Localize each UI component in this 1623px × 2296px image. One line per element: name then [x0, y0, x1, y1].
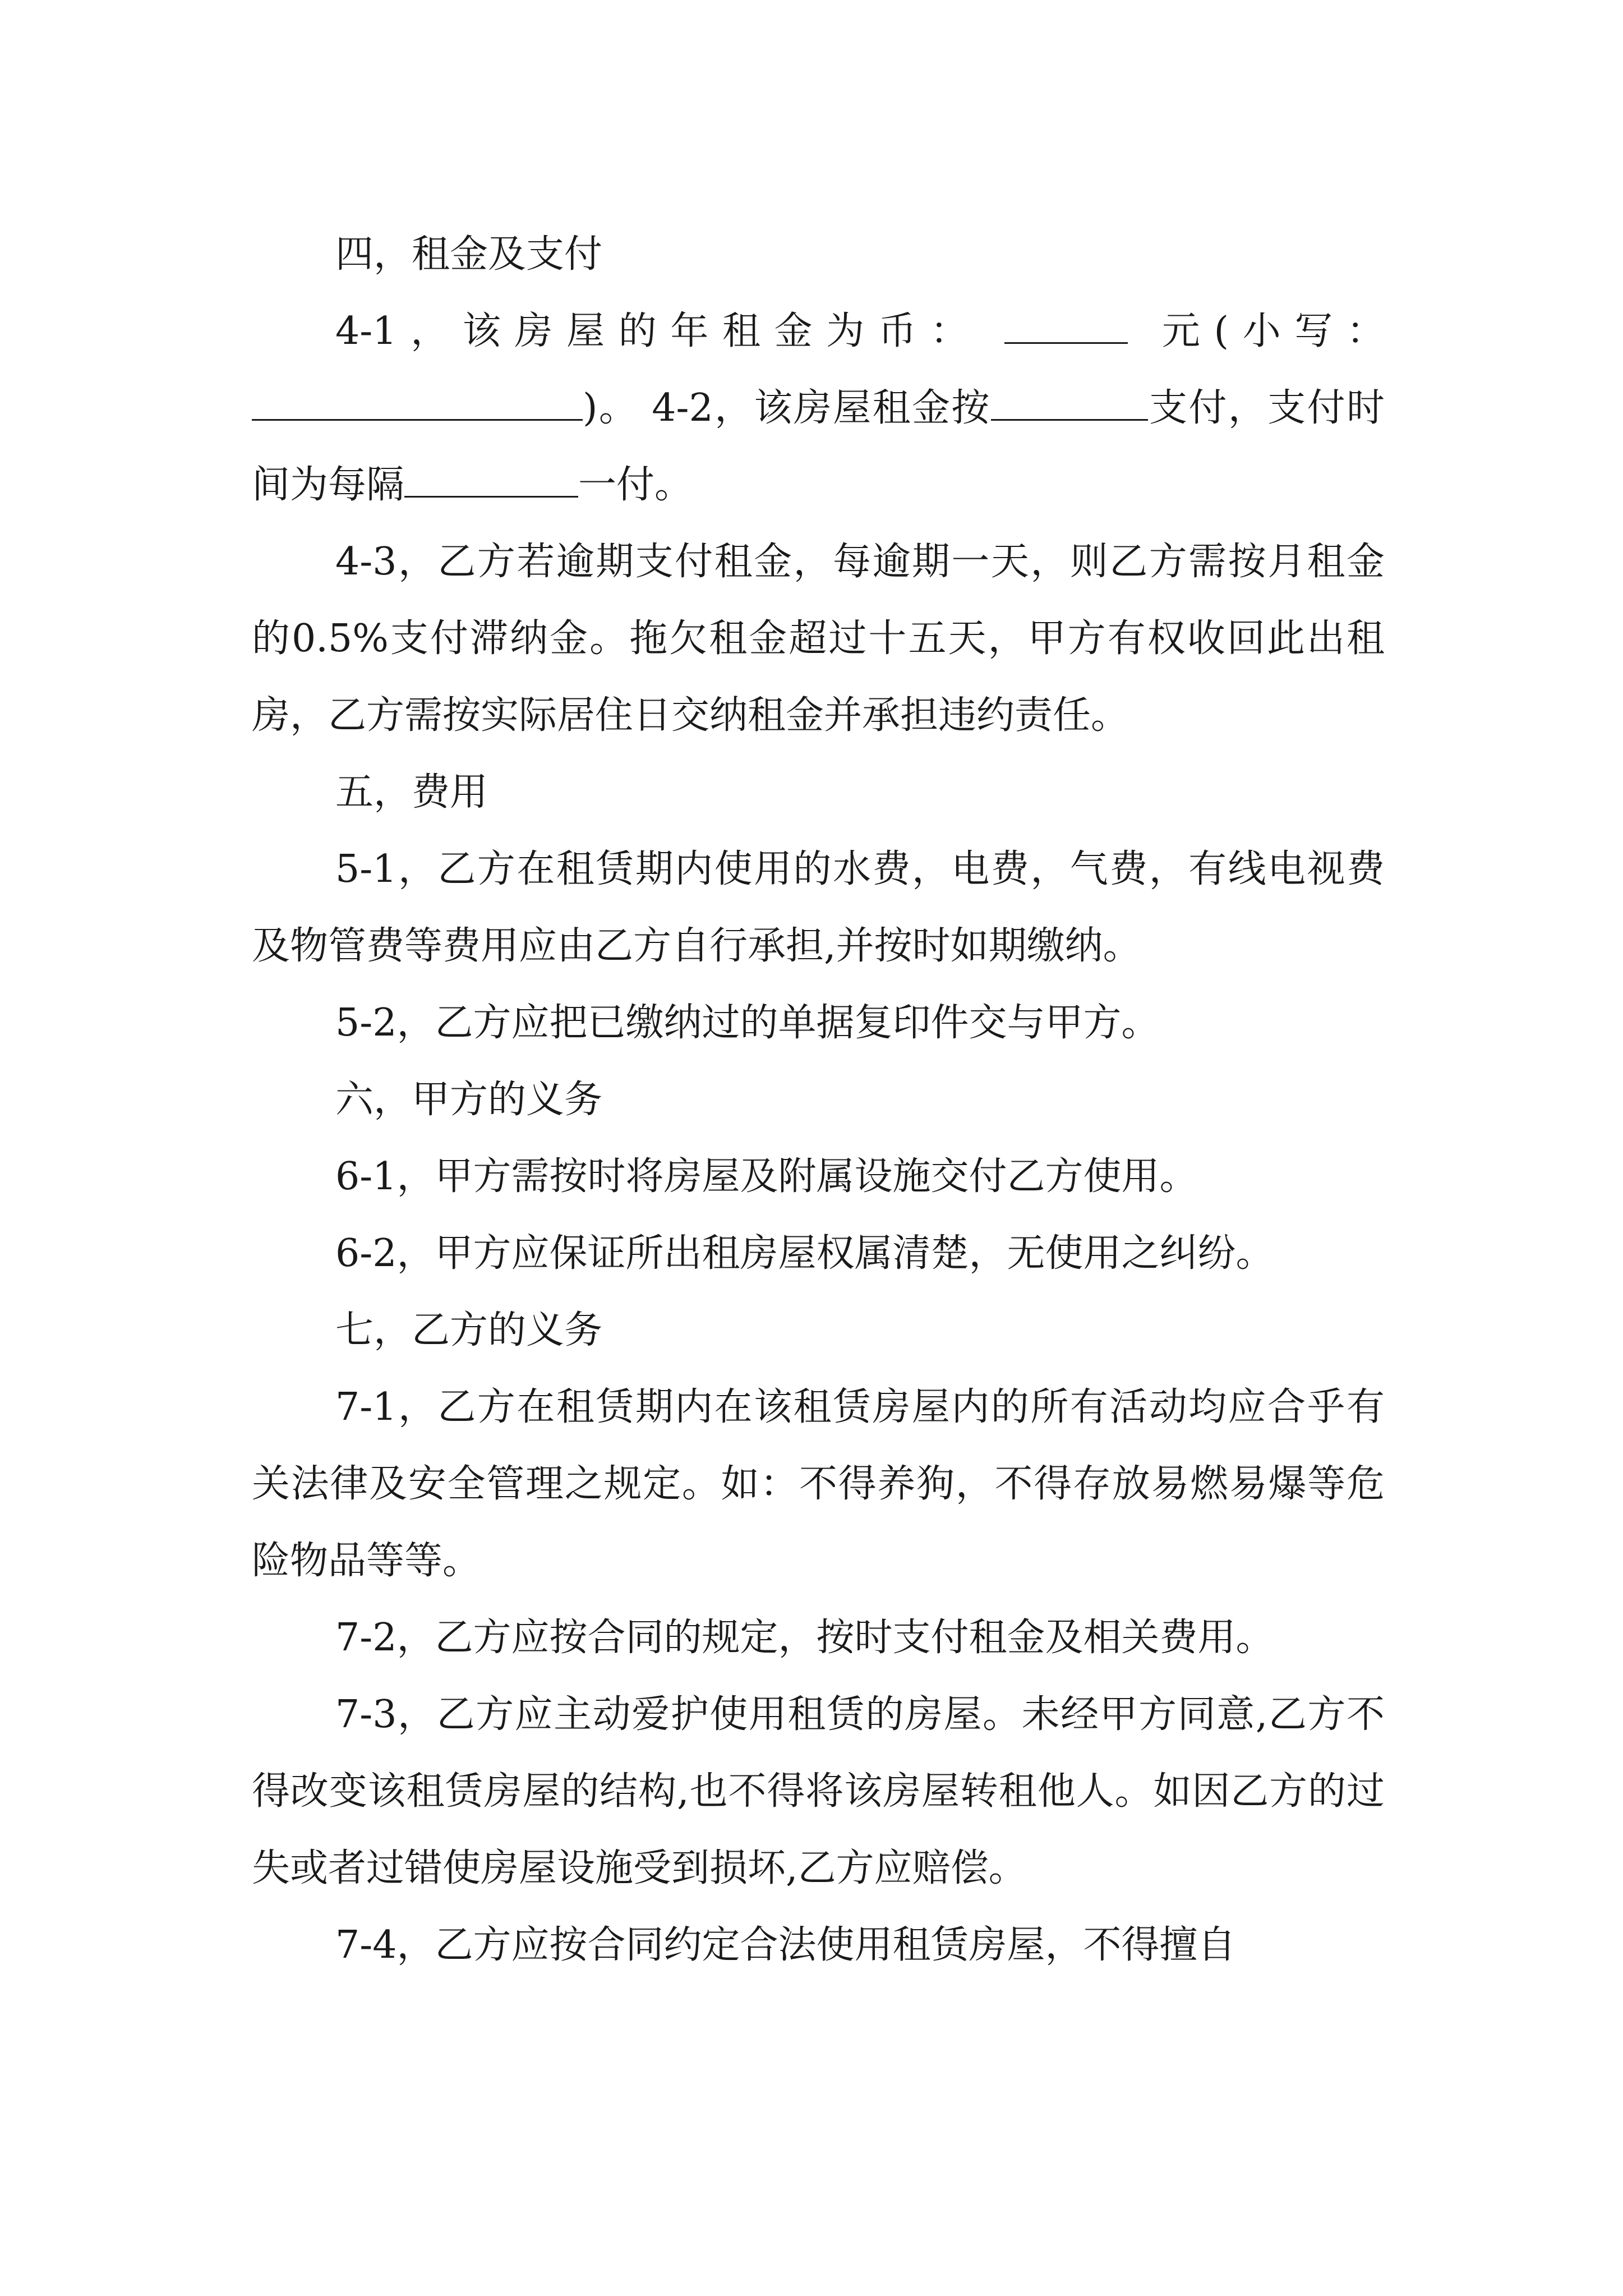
clause-5-1: 5-1，乙方在租赁期内使用的水费，电费，气费，有线电视费及物管费等费用应由乙方自行承担,并按时如期缴纳。	[252, 847, 1385, 968]
clause-4-3: 4-3，乙方若逾期支付租金，每逾期一天，则乙方需按月租金的0.5%支付滞纳金。拖欠租金超过十五天，甲方有权收回此出租房，乙方需按实际居住日交纳租金并承担违约责任。	[252, 540, 1385, 738]
contract-body	[252, 216, 1385, 1984]
clause-4-2-text: 4-2，该房屋租金按	[652, 386, 991, 430]
clause-7-2: 7-2，乙方应按合同的规定，按时支付租金及相关费用。	[335, 1616, 1274, 1660]
clause-6-2: 6-2，甲方应保证所出租房屋权属清楚，无使用之纠纷。	[335, 1231, 1274, 1276]
section-heading-lessor-duties: 六，甲方的义务	[335, 1078, 603, 1122]
clause-6-1: 6-1，甲方需按时将房屋及附属设施交付乙方使用。	[335, 1154, 1198, 1199]
clause-5-2: 5-2，乙方应把已缴纳过的单据复印件交与甲方。	[335, 1001, 1160, 1045]
clause-7-1: 7-1，乙方在租赁期内在该租赁房屋内的所有活动均应合乎有关法律及安全管理之规定。如：不得养狗，不得存放易燃易爆等危险物品等等。	[252, 1385, 1385, 1583]
payment-interval-blank	[404, 464, 578, 498]
rent-lowercase-blank	[252, 388, 583, 421]
section-heading-lessee-duties: 七，乙方的义务	[335, 1308, 603, 1352]
clause-4-2-text-b: 支付，支付时间为每隔	[252, 386, 1385, 507]
clause-7-4: 7-4，乙方应按合同约定合法使用租赁房屋，不得擅自	[335, 1923, 1236, 1967]
annual-rent-blank	[1004, 311, 1128, 344]
payment-method-blank	[991, 388, 1148, 421]
clause-4-1-text: 4-1，该房屋的年租金为币：	[335, 309, 983, 353]
section-heading-rent: 四，租金及支付	[335, 232, 603, 277]
clause-4-2-text-c: 一付。	[578, 463, 693, 507]
clause-4-1-text-c: )。	[583, 386, 639, 430]
clause-7-3: 7-3，乙方应主动爱护使用租赁的房屋。未经甲方同意,乙方不得改变该租赁房屋的结构,也不得将该房屋转租他人。如因乙方的过失或者过错使房屋设施受到损坏,乙方应赔偿。	[252, 1692, 1385, 1890]
clause-4-1-4-2	[252, 293, 1385, 523]
section-heading-fees: 五，费用	[335, 770, 488, 815]
clause-4-1-text-b: 元(小写：	[1148, 309, 1385, 353]
